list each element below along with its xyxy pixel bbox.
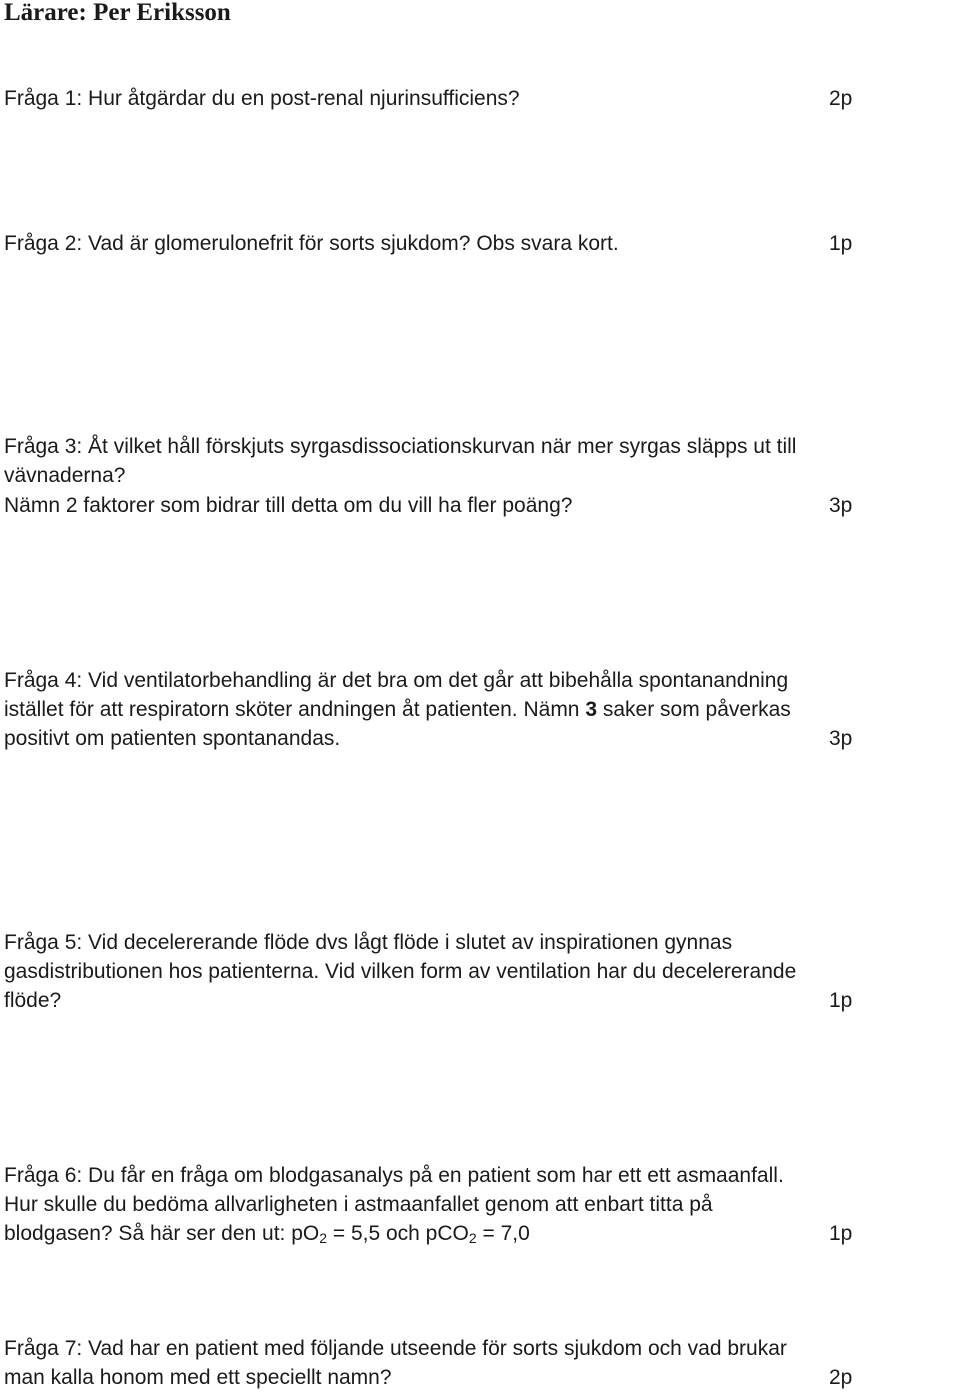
question-7-points: 2p [829, 1366, 853, 1389]
question-1-text: Fråga 1: Hur åtgärdar du en post-renal njurinsufficiens? [4, 87, 520, 110]
question-4-text-line: positivt om patienten spontanandas. [4, 727, 341, 750]
question-4-text-segment: istället för att respiratorn sköter andningen åt patienten. Nämn [4, 698, 586, 721]
question-7-text-line: Fråga 7: Vad har en patient med följande utseende för sorts sjukdom och vad brukar [4, 1337, 787, 1360]
subscript: 2 [319, 1230, 328, 1246]
question-6-text-segment: = 7,0 [476, 1222, 530, 1245]
question-5-text-line: Fråga 5: Vid decelererande flöde dvs lågt flöde i slutet av inspirationen gynnas [4, 931, 733, 954]
question-3-points: 3p [829, 494, 853, 517]
teacher-heading: Lärare: Per Eriksson [4, 0, 231, 26]
question-3-text-line: Fråga 3: Åt vilket håll förskjuts syrgasdissociationskurvan när mer syrgas släpps ut till [4, 435, 797, 458]
question-4-text-line: Fråga 4: Vid ventilatorbehandling är det bra om det går att bibehålla spontanandning [4, 669, 789, 692]
question-6-points: 1p [829, 1222, 853, 1245]
question-1-points: 2p [829, 87, 853, 110]
question-6-text-segment: blodgasen? Så här ser den ut: pO [4, 1222, 320, 1245]
question-2-points: 1p [829, 232, 853, 255]
question-6-text-segment: = 5,5 och pCO [327, 1222, 469, 1245]
question-4-points: 3p [829, 727, 853, 750]
question-5-text-line: flöde? [4, 989, 62, 1012]
question-7-text-line: man kalla honom med ett speciellt namn? [4, 1366, 392, 1389]
question-4-text-segment: saker som påverkas [597, 698, 791, 721]
subscript: 2 [468, 1230, 477, 1246]
question-3-text-line: vävnaderna? [4, 464, 126, 487]
question-4-emphasis: 3 [585, 698, 598, 721]
question-3-text-line: Nämn 2 faktorer som bidrar till detta om du vill ha fler poäng? [4, 494, 573, 517]
question-4-text-line [4, 695, 791, 724]
question-6-text-line: Fråga 6: Du får en fråga om blodgasanalys på en patient som har ett ett asmaanfall. [4, 1164, 784, 1187]
question-6-text-line [4, 1219, 530, 1253]
question-6-text-line: Hur skulle du bedöma allvarligheten i astmaanfallet genom att enbart titta på [4, 1193, 713, 1216]
question-5-points: 1p [829, 989, 853, 1012]
question-5-text-line: gasdistributionen hos patienterna. Vid vilken form av ventilation har du decelererande [4, 960, 797, 983]
question-2-text: Fråga 2: Vad är glomerulonefrit för sorts sjukdom? Obs svara kort. [4, 232, 619, 255]
